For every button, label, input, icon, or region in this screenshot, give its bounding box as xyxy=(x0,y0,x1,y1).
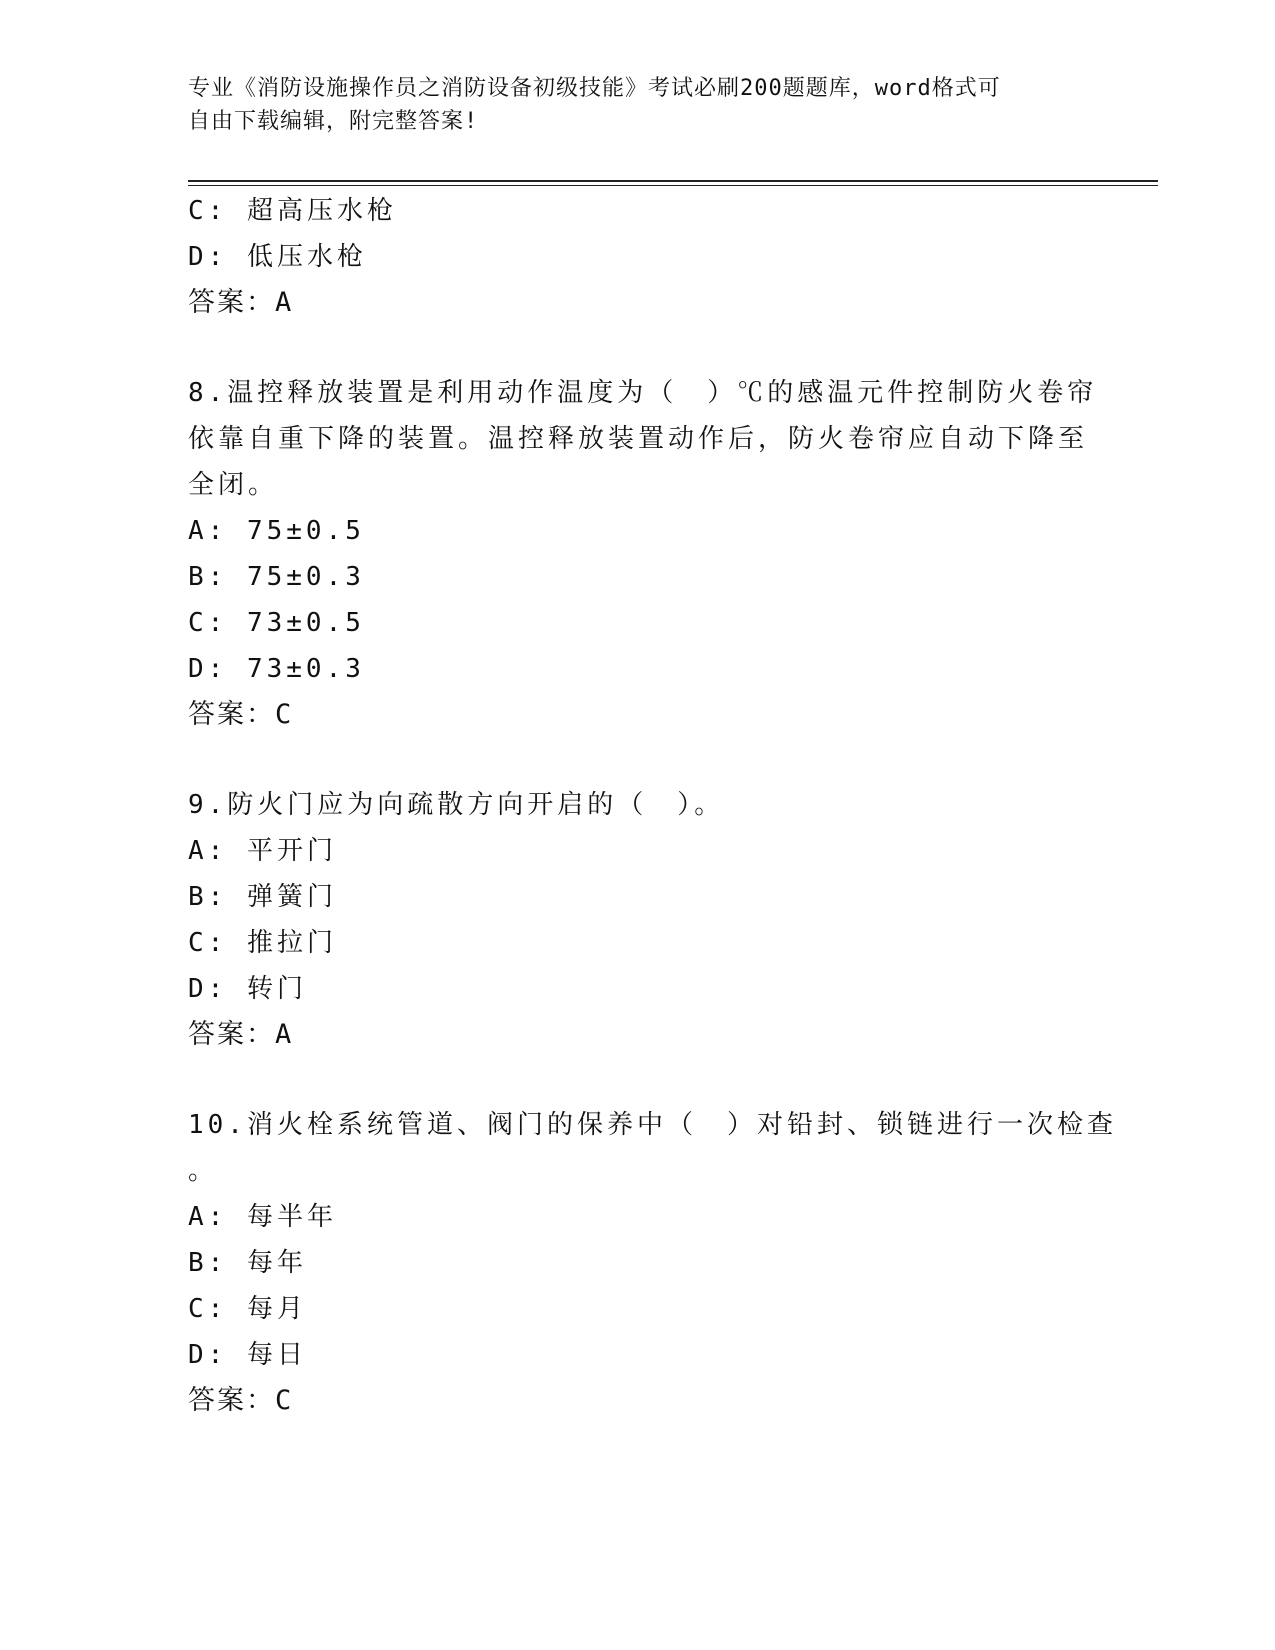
header-title-line-2: 自由下载编辑，附完整答案! xyxy=(188,109,479,134)
question-stem-line: 9.防火门应为向疏散方向开启的（ ）。 xyxy=(188,790,725,820)
option-a: A: 每半年 xyxy=(188,1202,337,1232)
question-spacer xyxy=(188,738,1088,782)
option-c: C: 每月 xyxy=(188,1294,307,1324)
option-c: C: 推拉门 xyxy=(188,928,337,958)
option-a: A: 平开门 xyxy=(188,836,337,866)
question-9 xyxy=(188,782,1088,1058)
question-stem xyxy=(188,782,1088,828)
question-8 xyxy=(188,370,1098,738)
question-stem xyxy=(188,1102,1117,1194)
question-stem-line: 10.消火栓系统管道、阀门的保养中（ ）对铅封、锁链进行一次检查 xyxy=(188,1110,1117,1140)
option-b: B: 弹簧门 xyxy=(188,882,337,912)
question-content xyxy=(188,188,1117,1424)
option-d: D: 转门 xyxy=(188,974,307,1004)
question-stem-line: 全闭。 xyxy=(188,470,279,500)
option-c: C: 73±0.5 xyxy=(188,608,365,638)
question-7-tail xyxy=(188,188,1088,326)
question-stem-line: 。 xyxy=(188,1156,219,1186)
answer-label: 答案：C xyxy=(188,1385,294,1416)
option-a: A: 75±0.5 xyxy=(188,516,365,546)
header-rule-thin xyxy=(188,185,1158,186)
answer-label: 答案：C xyxy=(188,699,294,730)
question-stem-line: 依靠自重下降的装置。温控释放装置动作后，防火卷帘应自动下降至 xyxy=(188,424,1089,454)
question-10 xyxy=(188,1102,1117,1424)
question-spacer xyxy=(188,326,1088,370)
question-stem-line: 8.温控释放装置是利用动作温度为（ ）℃的感温元件控制防火卷帘 xyxy=(188,378,1098,408)
option-b: B: 每年 xyxy=(188,1248,307,1278)
answer-label: 答案：A xyxy=(188,1019,294,1050)
question-stem xyxy=(188,370,1098,508)
option-d: D: 低压水枪 xyxy=(188,242,367,272)
page-header xyxy=(188,72,1068,138)
answer-label: 答案：A xyxy=(188,287,294,318)
header-rule-thick xyxy=(188,180,1158,182)
option-d: D: 73±0.3 xyxy=(188,654,365,684)
option-d: D: 每日 xyxy=(188,1340,307,1370)
question-spacer xyxy=(188,1058,1088,1102)
option-b: B: 75±0.3 xyxy=(188,562,365,592)
header-title-line-1: 专业《消防设施操作员之消防设备初级技能》考试必刷200题题库，word格式可 xyxy=(188,76,1001,101)
option-c: C: 超高压水枪 xyxy=(188,196,397,226)
